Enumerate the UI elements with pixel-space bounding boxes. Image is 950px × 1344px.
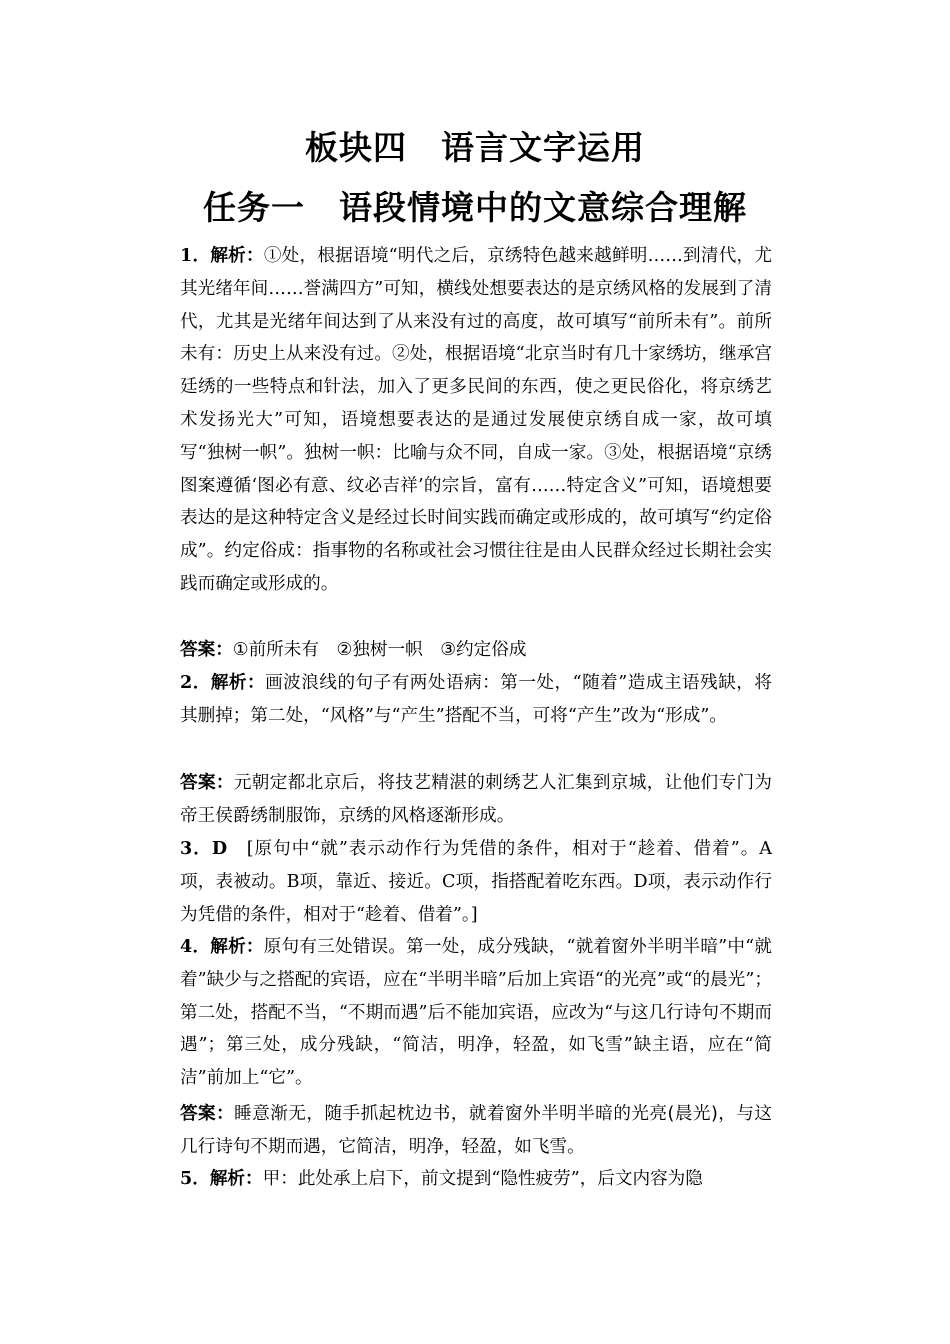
item-2-lead: 2．解析： bbox=[180, 672, 266, 693]
item-3-text: [原句中“就”表示动作行为凭借的条件，相对于“趁着、借着”。A项，表被动。B项，靠近、接近。C项，指搭配着吃东西。D项，表示动作行为凭借的条件，相对于“趁着、借着”。] bbox=[180, 839, 772, 925]
item-1-answer bbox=[180, 634, 772, 667]
item-1-lead: 1．解析： bbox=[180, 245, 264, 266]
item-2-text: 画波浪线的句子有两处语病：第一处，“随着”造成主语残缺，将其删掉；第二处，“风格”与“产生”搭配不当，可将“产生”改为“形成”。 bbox=[180, 673, 772, 726]
item-4-lead: 4．解析： bbox=[180, 936, 264, 957]
item-1-text: ①处，根据语境“明代之后，京绣特色越来越鲜明……到清代，尤其光绪年间……誉满四方”可知，横线处想要表达的是京绣风格的发展到了清代，尤其是光绪年间达到了从来没有过的高度，故可填写“前所未有”。前所未有：历史上从来没有过。②处，根据语境“北京当时有几十家绣坊，继承宫廷绣的一些特点和针法，加入了更多民间的东西，使之更民俗化，将京绣艺术发扬光大”可知，语境想要表达的是通过发展使京绣自成一家，故可填写“独树一帜”。独树一帜：比喻与众不同，自成一家。③处，根据语境“京绣图案遵循‘图必有意、纹必吉祥’的宗旨，富有……特定含义”可知，语境想要表达的是这种特定含义是经过长时间实践而确定或形成的，故可填写“约定俗成”。约定俗成：指事物的名称或社会习惯往往是由人民群众经过长期社会实践而确定或形成的。 bbox=[180, 246, 772, 594]
item-5-analysis bbox=[180, 1163, 772, 1196]
item-4-text: 原句有三处错误。第一处，成分残缺，“就着窗外半明半暗”中“就着”缺少与之搭配的宾语，应在“半明半暗”后加上宾语“的光亮”或“的晨光”；第二处，搭配不当，“不期而遇”后不能加宾语，应改为“与这几行诗句不期而遇”；第三处，成分残缺，“简洁，明净，轻盈，如飞雪”缺主语，应在“简洁”前加上“它”。 bbox=[180, 937, 772, 1089]
item-2-answer-label: 答案： bbox=[180, 773, 234, 793]
item-1-analysis bbox=[180, 240, 772, 601]
item-4-analysis bbox=[180, 931, 772, 1095]
item-1-answer-text: ①前所未有 ②独树一帜 ③约定俗成 bbox=[232, 640, 527, 660]
item-3-analysis bbox=[180, 833, 772, 931]
item-5-lead: 5．解析： bbox=[180, 1168, 263, 1189]
item-2-answer bbox=[180, 767, 772, 833]
task-title: 任务一 语段情境中的文意综合理解 bbox=[203, 188, 747, 227]
item-4-answer bbox=[180, 1098, 772, 1164]
item-2-analysis bbox=[180, 667, 772, 733]
item-5-text: 甲：此处承上启下，前文提到“隐性疲劳”，后文内容为隐 bbox=[262, 1169, 703, 1189]
item-2-answer-text: 元朝定都北京后，将技艺精湛的刺绣艺人汇集到京城，让他们专门为帝王侯爵绣制服饰，京绣的风格逐渐形成。 bbox=[180, 773, 772, 826]
item-4-answer-text: 睡意渐无，随手抓起枕边书，就着窗外半明半暗的光亮(晨光)，与这几行诗句不期而遇，它简洁，明净，轻盈，如飞雪。 bbox=[180, 1104, 772, 1157]
section-title: 板块四 语言文字运用 bbox=[305, 128, 645, 167]
item-1-answer-label: 答案： bbox=[180, 640, 233, 660]
item-3-lead: 3．D bbox=[180, 838, 247, 859]
item-4-answer-label: 答案： bbox=[180, 1104, 235, 1124]
